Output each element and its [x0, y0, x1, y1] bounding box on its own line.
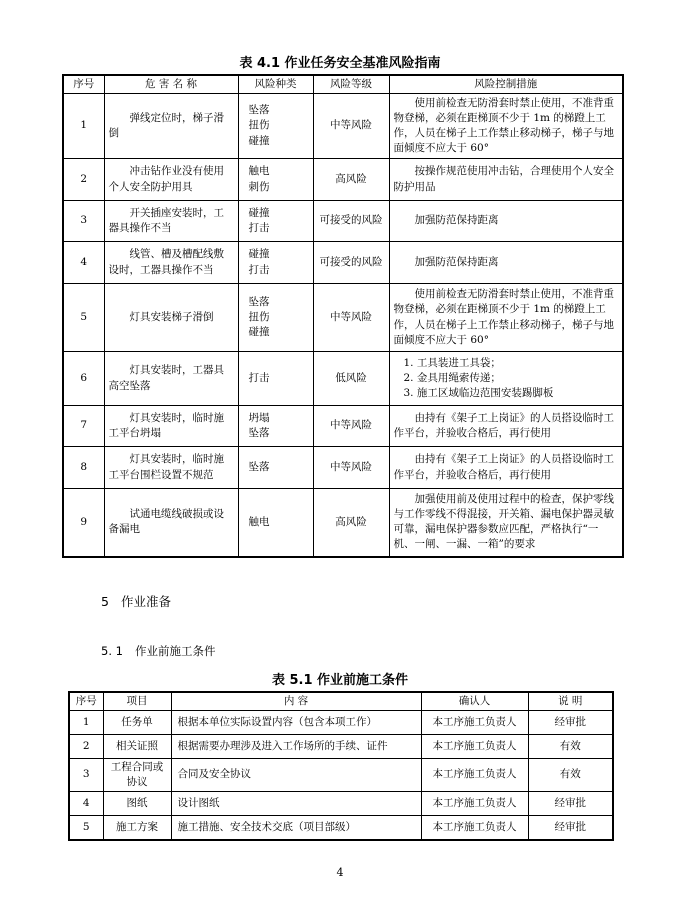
- row-risk-control: 使用前检查无防滑套时禁止使用，不准背重物登梯，必须在距梯顶不少于 1m 的梯蹬上工作，人员在梯子上工作禁止移动梯子，梯子与地面倾度不应大于 60°: [389, 284, 623, 352]
- row-no: 2: [69, 735, 103, 759]
- row-risk-control: 加强使用前及使用过程中的检查，保护零线与工作零线不得混接，开关箱、漏电保护器灵敏可靠，漏电保护器参数应匹配，严格执行“一机、一闸、一漏、一箱”的要求: [389, 489, 623, 557]
- section-5-heading: [101, 592, 171, 610]
- row-risk-level: 中等风险: [313, 406, 389, 447]
- row-content: 根据需要办理涉及进入工作场所的手续、证件: [171, 735, 421, 759]
- row-no: 9: [63, 489, 104, 557]
- row-risk-level: 可接受的风险: [313, 242, 389, 284]
- row-risk-kinds: [238, 352, 313, 406]
- row-risk-control: 加强防范保持距离: [389, 242, 623, 284]
- table-row: [63, 352, 623, 406]
- table-row: [63, 284, 623, 352]
- row-risk-kinds: [238, 489, 313, 557]
- row-item: 施工方案: [103, 816, 171, 841]
- row-no: 1: [63, 94, 104, 159]
- row-risk-level: 中等风险: [313, 447, 389, 489]
- section-5-1-heading: [101, 643, 215, 659]
- section-number: 5. 1: [101, 644, 123, 658]
- table-row: [63, 201, 623, 242]
- header-confirm: 确认人: [421, 692, 528, 711]
- header-risk-level: 风险等级: [313, 75, 389, 94]
- header-no: 序号: [63, 75, 104, 94]
- row-risk-kinds: [238, 242, 313, 284]
- row-risk-level: 高风险: [313, 159, 389, 201]
- row-hazard: 冲击钻作业没有使用个人安全防护用具: [104, 159, 238, 201]
- row-hazard: 灯具安装时，临时施工平台坍塌: [104, 406, 238, 447]
- control-item: 3. 施工区域临边范围安装踢脚板: [403, 387, 554, 400]
- row-no: 6: [63, 352, 104, 406]
- risk-kind: 刺伤: [248, 180, 270, 193]
- row-hazard: 线管、槽及槽配线敷设时，工器具操作不当: [104, 242, 238, 284]
- table-row: [63, 489, 623, 557]
- header-hazard: 危 害 名 称: [104, 75, 238, 94]
- row-no: 8: [63, 447, 104, 489]
- risk-kind: 打击: [248, 222, 270, 234]
- section-title: 作业准备: [120, 594, 171, 609]
- risk-kind: 扭伤: [248, 310, 270, 323]
- row-no: 7: [63, 406, 104, 447]
- row-hazard: 灯具安装时，工器具高空坠落: [104, 352, 238, 406]
- table-row: [69, 735, 613, 759]
- header-content: 内 容: [171, 692, 421, 711]
- row-risk-control-list: [389, 352, 623, 406]
- table-row: [69, 711, 613, 735]
- row-no: 4: [63, 242, 104, 284]
- table-row: [63, 406, 623, 447]
- risk-kind: 碰撞: [248, 248, 270, 261]
- row-content: 合同及安全协议: [171, 759, 421, 792]
- row-risk-control: 由持有《架子工上岗证》的人员搭设临时工作平台，并验收合格后，再行使用: [389, 447, 623, 489]
- row-risk-level: 中等风险: [313, 94, 389, 159]
- table-row: [69, 759, 613, 792]
- header-item: 项目: [103, 692, 171, 711]
- risk-kind: 打击: [248, 263, 270, 276]
- table-header-row: [63, 75, 623, 94]
- row-no: 4: [69, 792, 103, 816]
- row-risk-kinds: [238, 406, 313, 447]
- row-hazard: 灯具安装时，临时施工平台围栏设置不规范: [104, 447, 238, 489]
- risk-kind: 坠落: [248, 460, 270, 473]
- row-hazard: 开关插座安装时，工器具操作不当: [104, 201, 238, 242]
- section-number: 5: [101, 594, 109, 609]
- row-note: 有效: [528, 735, 613, 759]
- page-number: 4: [336, 866, 344, 879]
- table-row: [69, 816, 613, 841]
- table-header-row: [69, 692, 613, 711]
- row-no: 3: [69, 759, 103, 792]
- risk-kind: 碰撞: [248, 326, 270, 339]
- risk-kind: 碰撞: [248, 206, 270, 219]
- row-note: 经审批: [528, 711, 613, 735]
- row-risk-kinds: [238, 284, 313, 352]
- control-item: 2. 金具用绳索传递；: [403, 371, 501, 384]
- control-item: 1. 工具装进工具袋；: [403, 356, 501, 369]
- row-confirm: 本工序施工负责人: [421, 735, 528, 759]
- row-no: 5: [69, 816, 103, 841]
- header-risk-kind: 风险种类: [238, 75, 313, 94]
- section-title: 作业前施工条件: [134, 644, 216, 658]
- risk-kind: 触电: [248, 515, 270, 528]
- row-risk-level: 高风险: [313, 489, 389, 557]
- row-risk-control: 由持有《架子工上岗证》的人员搭设临时工作平台，并验收合格后，再行使用: [389, 406, 623, 447]
- risk-kind: 打击: [248, 371, 270, 384]
- risk-guide-table: [62, 74, 624, 558]
- header-risk-control: 风险控制措施: [389, 75, 623, 94]
- row-risk-level: 低风险: [313, 352, 389, 406]
- row-risk-control: 使用前检查无防滑套时禁止使用，不准背重物登梯，必须在距梯顶不少于 1m 的梯蹬上工作，人员在梯子上工作禁止移动梯子，梯子与地面倾度不应大于 60°: [389, 94, 623, 159]
- header-note: 说 明: [528, 692, 613, 711]
- header-no: 序号: [69, 692, 103, 711]
- row-no: 1: [69, 711, 103, 735]
- row-hazard: 灯具安装梯子滑倒: [104, 284, 238, 352]
- table-row: [63, 94, 623, 159]
- row-item: 图纸: [103, 792, 171, 816]
- table-row: [63, 242, 623, 284]
- risk-kind: 坠落: [248, 104, 270, 117]
- table-4-1-title: 表 4.1 作业任务安全基准风险指南: [239, 56, 441, 71]
- row-item: 任务单: [103, 711, 171, 735]
- table-5-1-title: 表 5.1 作业前施工条件: [271, 673, 409, 688]
- row-confirm: 本工序施工负责人: [421, 816, 528, 841]
- row-risk-level: 中等风险: [313, 284, 389, 352]
- row-risk-kinds: [238, 94, 313, 159]
- table-row: [63, 447, 623, 489]
- risk-kind: 触电: [248, 165, 270, 178]
- row-risk-control: 加强防范保持距离: [389, 201, 623, 242]
- row-risk-kinds: [238, 159, 313, 201]
- row-confirm: 本工序施工负责人: [421, 792, 528, 816]
- risk-kind: 坠落: [248, 427, 270, 439]
- row-item: 相关证照: [103, 735, 171, 759]
- row-hazard: 试通电缆线破损或设备漏电: [104, 489, 238, 557]
- row-note: 经审批: [528, 792, 613, 816]
- risk-kind: 扭伤: [248, 119, 270, 132]
- row-confirm: 本工序施工负责人: [421, 711, 528, 735]
- row-content: 施工措施、安全技术交底（项目部级）: [171, 816, 421, 841]
- table-row: [69, 792, 613, 816]
- row-confirm: 本工序施工负责人: [421, 759, 528, 792]
- table-row: [63, 159, 623, 201]
- row-risk-control: 按操作规范使用冲击钻，合理使用个人安全防护用品: [389, 159, 623, 201]
- risk-kind: 坠落: [248, 295, 270, 308]
- row-hazard: 弹线定位时，梯子滑倒: [104, 94, 238, 159]
- row-risk-level: 可接受的风险: [313, 201, 389, 242]
- row-item: 工程合同或协议: [103, 759, 171, 792]
- risk-kind: 坍塌: [248, 411, 270, 424]
- row-no: 3: [63, 201, 104, 242]
- row-note: 有效: [528, 759, 613, 792]
- row-no: 5: [63, 284, 104, 352]
- row-content: 设计图纸: [171, 792, 421, 816]
- row-note: 经审批: [528, 816, 613, 841]
- row-risk-kinds: [238, 447, 313, 489]
- row-risk-kinds: [238, 201, 313, 242]
- row-content: 根据本单位实际设置内容（包含本项工作）: [171, 711, 421, 735]
- row-no: 2: [63, 159, 104, 201]
- preconditions-table: [68, 691, 614, 841]
- risk-kind: 碰撞: [248, 134, 270, 147]
